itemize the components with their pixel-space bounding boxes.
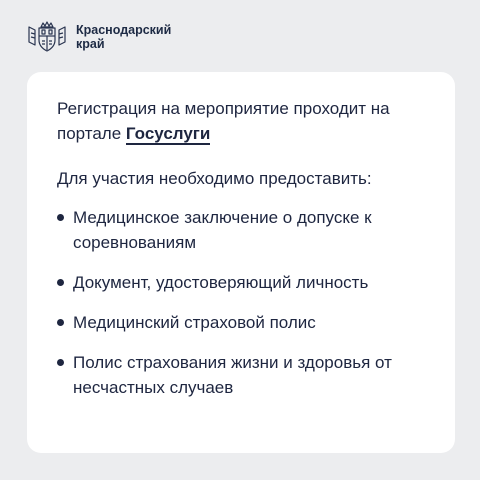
list-item — [57, 205, 429, 255]
requirements-list — [57, 205, 429, 400]
list-item-text: Медицинский страховой полис — [73, 313, 316, 332]
list-item-text: Полис страхования жизни и здоровья от несчастных случаев — [73, 353, 392, 397]
requirements-heading: Для участия необходимо предоставить: — [57, 169, 372, 188]
gosuslugi-link[interactable]: Госуслуги — [125, 124, 211, 143]
header — [26, 20, 176, 54]
bullet-icon — [57, 279, 64, 286]
registration-intro — [57, 96, 429, 146]
region-name: Краснодарский край — [76, 23, 172, 51]
list-item-text: Документ, удостоверяющий личность — [73, 273, 369, 292]
list-item — [57, 270, 429, 295]
krasnodar-coat-of-arms-icon — [26, 21, 68, 53]
list-item — [57, 310, 429, 335]
registration-intro-text: Регистрация на мероприятие проходит на портале — [57, 99, 390, 143]
bullet-icon — [57, 359, 64, 366]
bullet-icon — [57, 214, 64, 221]
list-item — [57, 350, 429, 400]
info-card — [27, 72, 455, 453]
bullet-icon — [57, 319, 64, 326]
list-item-text: Медицинское заключение о допуске к соревнованиям — [73, 208, 372, 252]
